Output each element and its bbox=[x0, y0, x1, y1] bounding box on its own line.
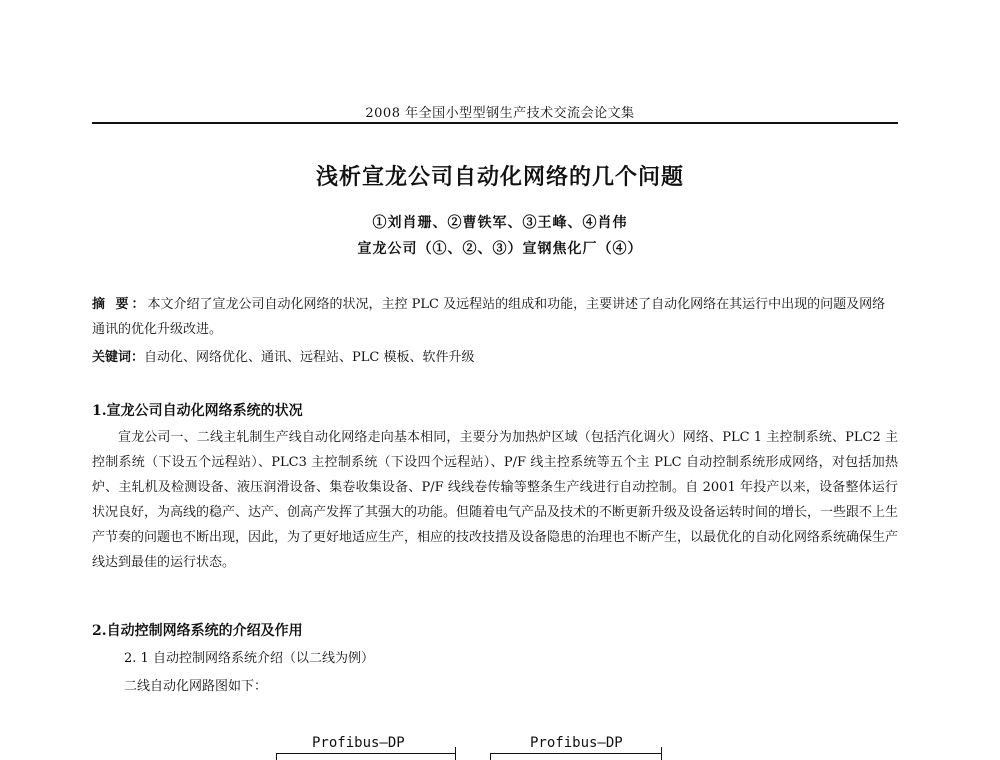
bus-line-2 bbox=[490, 753, 662, 754]
abstract-label: 摘 要： bbox=[92, 297, 148, 312]
subsection-2-1: 2. 1 自动控制网络系统介绍（以二线为例） bbox=[124, 651, 374, 666]
header-rule bbox=[92, 122, 898, 124]
abstract bbox=[92, 292, 898, 342]
paper-affiliation: 宣龙公司（①、②、③）宣钢焦化厂（④） bbox=[357, 241, 643, 257]
bus-line-1-drop bbox=[276, 753, 277, 760]
bus-line-1 bbox=[276, 753, 456, 754]
paper-authors: ①刘肖珊、②曹铁军、③王峰、④肖伟 bbox=[372, 215, 628, 231]
keywords-label: 关键词： bbox=[92, 350, 145, 365]
profibus-label-1: Profibus—DP bbox=[312, 735, 405, 751]
section-1-heading: 1.宣龙公司自动化网络系统的状况 bbox=[92, 403, 303, 419]
abstract-text: 本文介绍了宣龙公司自动化网络的状况，主控 PLC 及远程站的组成和功能，主要讲述了自动化网络在其运行中出现的问题及网络通讯的优化升级改进。 bbox=[92, 297, 886, 337]
bus-line-1-end bbox=[455, 747, 456, 760]
section-2-heading: 2.自动控制网络系统的介绍及作用 bbox=[92, 623, 303, 639]
profibus-label-2: Profibus—DP bbox=[530, 735, 623, 751]
paper-title: 浅析宣龙公司自动化网络的几个问题 bbox=[315, 164, 684, 190]
keywords bbox=[92, 346, 898, 365]
bus-line-2-drop bbox=[490, 753, 491, 760]
keywords-text: 自动化、网络优化、通讯、远程站、PLC 模板、软件升级 bbox=[144, 350, 475, 365]
section-1-body: 宣龙公司一、二线主轧制生产线自动化网络走向基本相同，主要分为加热炉区域（包括汽化调火）网络、PLC 1 主控制系统、PLC2 主控制系统（下设五个远程站）、PLC3 主控制系统（下设四个远程站）、P/F 线主控系统等五个主 PLC 自动控制系统形成网络，对包括加热炉、主轧机及检测设备、液压润滑设备、集卷收集设备、P/F 线线卷传输等整条生产线进行自动控制。自 2001 年投产以来，设备整体运行状况良好，为高线的稳产、达产、创高产发挥了其强大的功能。但随着电气产品及技术的不断更新升级及设备运转时间的增长，一些跟不上生产节奏的问题也不断出现，因此，为了更好地适应生产，相应的技改技措及设备隐患的治理也不断产生，以最优化的自动化网络系统确保生产线达到最佳的运行状态。 bbox=[92, 430, 899, 570]
diagram-intro: 二线自动化网路图如下： bbox=[124, 679, 268, 694]
bus-line-2-end bbox=[661, 747, 662, 760]
running-header: 2008 年全国小型型钢生产技术交流会论文集 bbox=[365, 106, 635, 121]
